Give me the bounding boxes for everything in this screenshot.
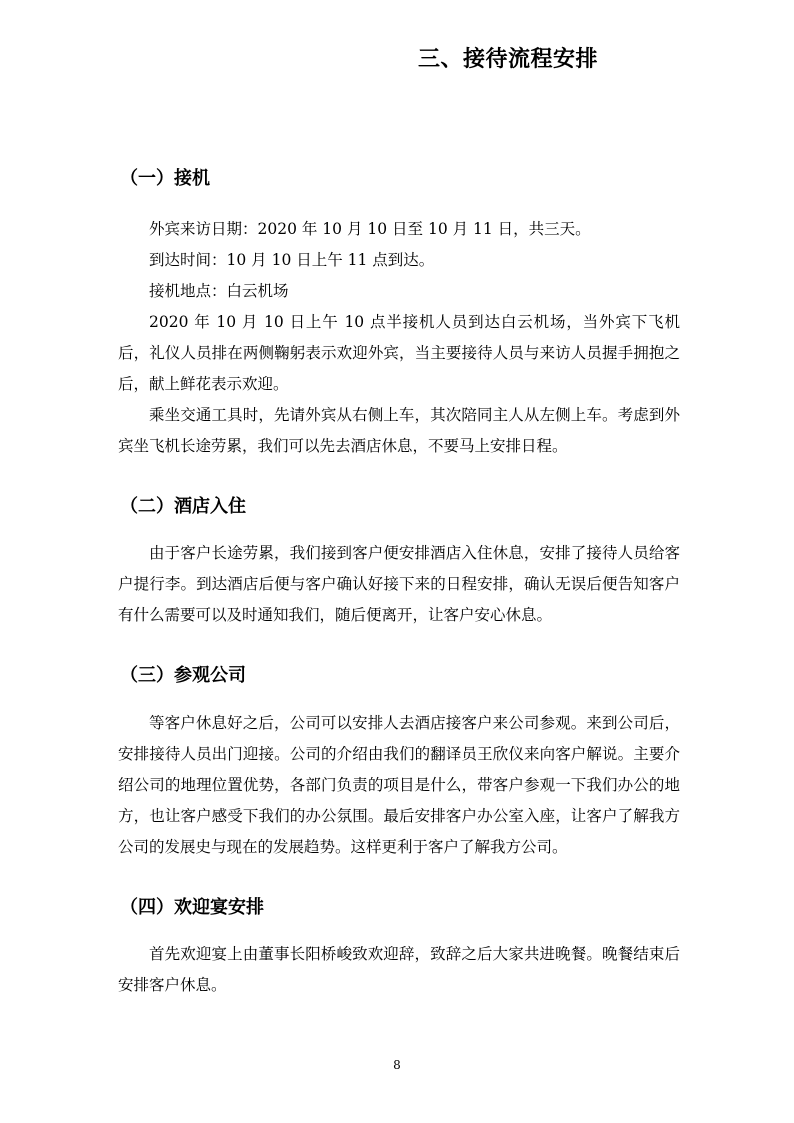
paragraph-visit-dates: 外宾来访日期：2020 年 10 月 10 日至 10 月 11 日，共三天。 xyxy=(149,220,591,238)
paragraph-transport: 乘坐交通工具时，先请外宾从右侧上车，其次陪同主人从左侧上车。考虑到外宾坐飞机长途劳累，我们可以先去酒店休息，不要马上安排日程。 xyxy=(118,406,680,455)
section-heading-pickup: （一）接机 xyxy=(120,168,210,189)
paragraph-arrival-time: 到达时间：10 月 10 日上午 11 点到达。 xyxy=(149,251,435,269)
page-number: 8 xyxy=(393,1058,401,1072)
paragraph-company-visit: 等客户休息好之后，公司可以安排人去酒店接客户来公司参观。来到公司后，安排接待人员出门迎接。公司的介绍由我们的翻译员王欣仪来向客户解说。主要介绍公司的地理位置优势，各部门负责的项目是什么，带客户参观一下我们办公的地方，也让客户感受下我们的办公氛围。最后安排客户办公室入座，让客户了解我方公司的发展史与现在的发展趋势。这样更利于客户了解我方公司。 xyxy=(118,714,680,856)
page-title: 三、接待流程安排 xyxy=(418,47,599,72)
section-heading-company-visit: （三）参观公司 xyxy=(120,665,246,686)
paragraph-banquet: 首先欢迎宴上由董事长阳桥峻致欢迎辞，致辞之后大家共进晚餐。晚餐结束后安排客户休息。 xyxy=(118,945,680,994)
paragraph-pickup-details: 2020 年 10 月 10 日上午 10 点半接机人员到达白云机场，当外宾下飞机后，礼仪人员排在两侧鞠躬表示欢迎外宾，当主要接待人员与来访人员握手拥抱之后，献上鲜花表示欢迎。 xyxy=(118,313,680,393)
section-heading-banquet: （四）欢迎宴安排 xyxy=(120,897,264,918)
paragraph-hotel: 由于客户长途劳累，我们接到客户便安排酒店入住休息，安排了接待人员给客户提行李。到达酒店后便与客户确认好接下来的日程安排，确认无误后便告知客户有什么需要可以及时通知我们，随后便离开，让客户安心休息。 xyxy=(118,544,680,624)
section-heading-hotel: （二）酒店入住 xyxy=(120,496,246,517)
paragraph-pickup-location: 接机地点：白云机场 xyxy=(149,282,289,300)
